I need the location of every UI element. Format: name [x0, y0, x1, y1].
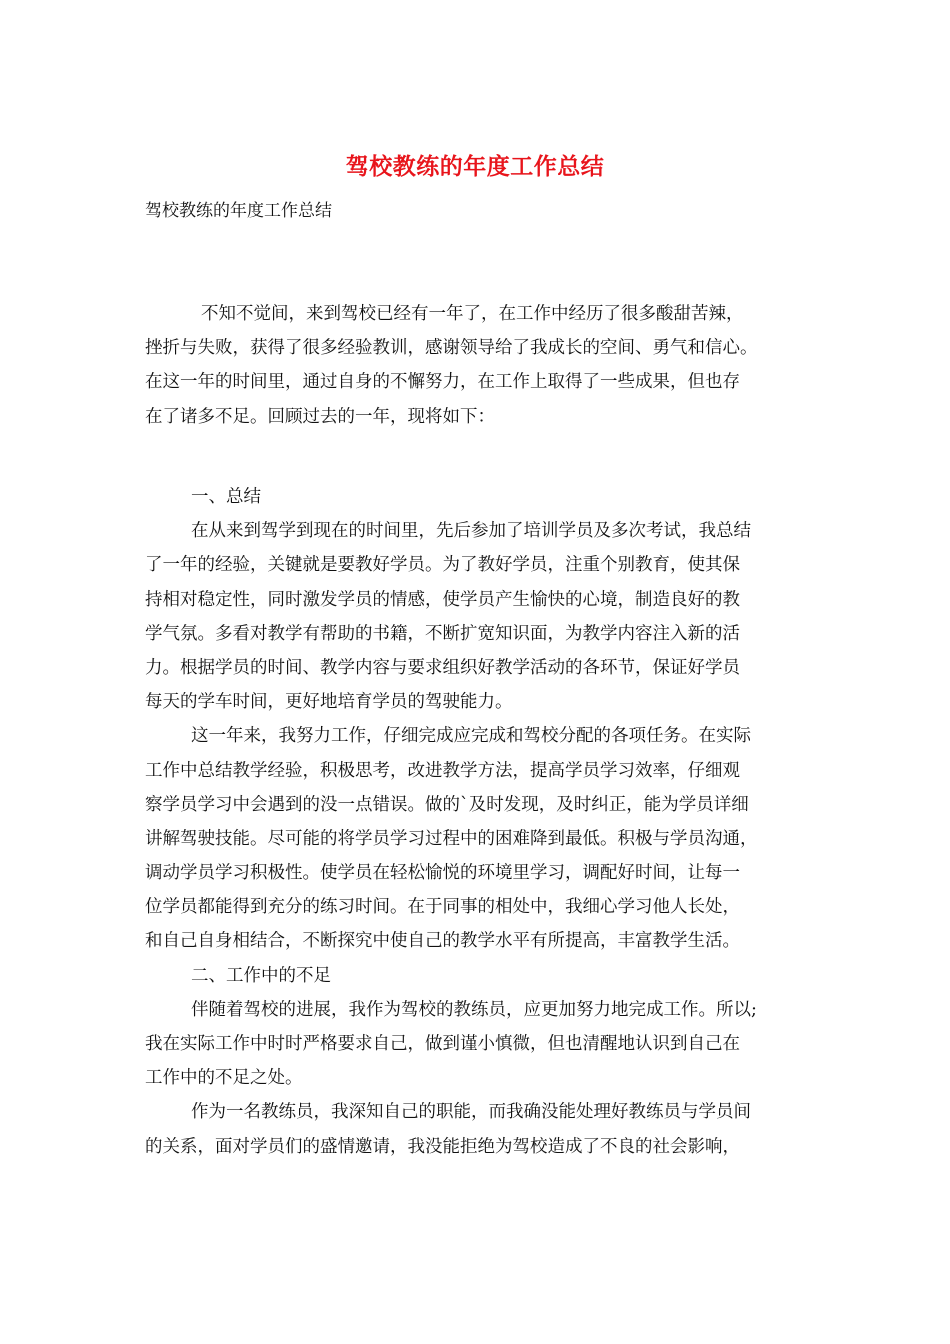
- text-line: 的关系，面对学员们的盛情邀请，我没能拒绝为驾校造成了不良的社会影响，: [145, 1136, 740, 1157]
- text-line: 了一年的经验，关键就是要教好学员。为了教好学员，注重个别教育，使其保: [145, 555, 740, 576]
- text-line: 每天的学车时间，更好地培育学员的驾驶能力。: [145, 692, 513, 713]
- text-line: 在了诸多不足。回顾过去的一年，现将如下：: [145, 406, 495, 427]
- section-2-heading: 二、工作中的不足: [191, 965, 331, 986]
- text-line: 我在实际工作中时时严格要求自己，做到谨小慎微，但也清醒地认识到自己在: [145, 1034, 740, 1054]
- section-1: [145, 480, 825, 1164]
- document-subtitle: 驾校教练的年度工作总结: [145, 201, 332, 221]
- text-line: 不知不觉间，来到驾校已经有一年了，在工作中经历了很多酸甜苦辣，: [201, 304, 744, 324]
- document-title: 驾校教练的年度工作总结: [345, 153, 605, 180]
- text-line: 学气氛。多看对教学有帮助的书籍，不断扩宽知识面，为教学内容注入新的活: [145, 623, 740, 644]
- text-line: 和自己自身相结合，不断探究中使自己的教学水平有所提高，丰富教学生活。: [145, 931, 740, 952]
- text-line: 在这一年的时间里，通过自身的不懈努力，在工作上取得了一些成果，但也存: [145, 372, 740, 393]
- text-line: 持相对稳定性，同时激发学员的情感，使学员产生愉快的心境，制造良好的教: [145, 589, 740, 610]
- text-line: 讲解驾驶技能。尽可能的将学员学习过程中的困难降到最低。积极与学员沟通，: [145, 828, 758, 849]
- text-line: 伴随着驾校的进展，我作为驾校的教练员，应更加努力地完成工作。所以;: [191, 999, 757, 1020]
- intro-paragraph: [145, 297, 825, 434]
- text-line: 在从来到驾学到现在的时间里，先后参加了培训学员及多次考试，我总结: [191, 521, 751, 542]
- text-line: 调动学员学习积极性。使学员在轻松愉悦的环境里学习，调配好时间，让每一: [145, 863, 740, 884]
- text-line: 察学员学习中会遇到的没一点错误。做的`及时发现，及时纠正，能为学员详细: [145, 794, 749, 815]
- text-line: 力。根据学员的时间、教学内容与要求组织好教学活动的各环节，保证好学员: [145, 657, 740, 678]
- text-line: 作为一名教练员，我深知自己的职能，而我确没能处理好教练员与学员间: [191, 1102, 751, 1123]
- text-line: 工作中的不足之处。: [145, 1068, 303, 1089]
- text-line: 位学员都能得到充分的练习时间。在于同事的相处中，我细心学习他人长处，: [145, 897, 740, 918]
- text-line: 挫折与失败，获得了很多经验教训，感谢领导给了我成长的空间、勇气和信心。: [145, 338, 758, 359]
- text-line: 这一年来，我努力工作，仔细完成应完成和驾校分配的各项任务。在实际: [191, 726, 751, 747]
- section-1-heading: 一、总结: [191, 487, 261, 507]
- text-line: 工作中总结教学经验，积极思考，改进教学方法，提高学员学习效率，仔细观: [145, 760, 740, 781]
